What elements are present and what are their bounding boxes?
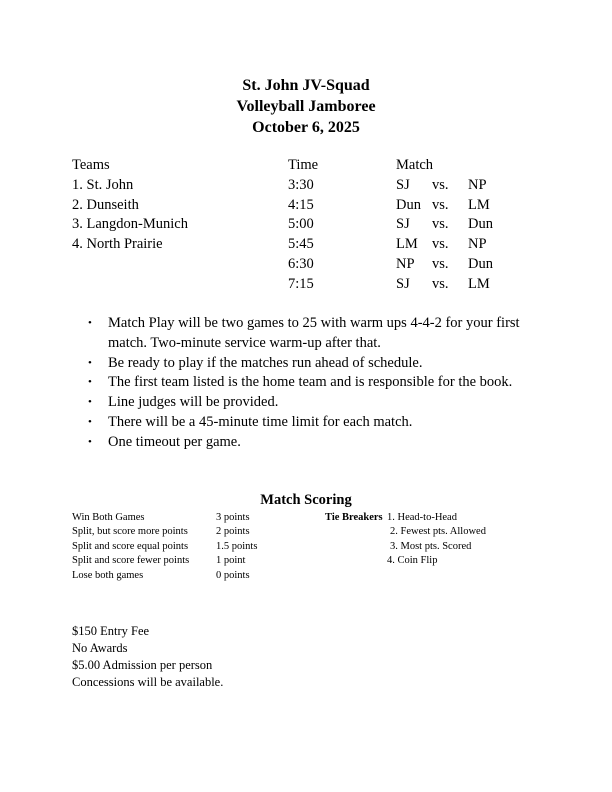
team-item: 3. Langdon-Munich bbox=[72, 216, 188, 232]
scoring-outcome: Split, but score more points bbox=[72, 526, 188, 537]
bullet-icon: • bbox=[88, 317, 92, 329]
rule-text: Be ready to play if the matches run ahead of schedule. bbox=[108, 354, 423, 371]
scoring-outcome: Split and score equal points bbox=[72, 541, 189, 552]
match-away: Dun bbox=[468, 216, 493, 232]
rule-item bbox=[88, 413, 540, 433]
bullet-icon: • bbox=[88, 396, 92, 409]
rule-text: There will be a 45-minute time limit for each match. bbox=[108, 413, 413, 430]
scoring-outcome: Split and score fewer points bbox=[72, 555, 190, 566]
scoring-points: 2 points bbox=[216, 526, 250, 537]
rule-text: Line judges will be provided. bbox=[108, 394, 279, 411]
match-vs: vs. bbox=[432, 276, 449, 292]
time-header: Time bbox=[288, 157, 319, 173]
tie-breakers-label: Tie Breakers bbox=[325, 512, 383, 523]
rule-item bbox=[88, 433, 540, 453]
title-line-1: St. John JV-Squad bbox=[242, 77, 370, 94]
entry-fee: $150 Entry Fee bbox=[72, 624, 150, 638]
team-item: 2. Dunseith bbox=[72, 197, 139, 213]
match-vs: vs. bbox=[432, 197, 449, 213]
match-home: NP bbox=[396, 256, 415, 272]
match-time: 5:45 bbox=[288, 236, 314, 252]
scoring-points: 1 point bbox=[216, 555, 246, 566]
rule-text: Match Play will be two games to 25 with warm ups 4-4-2 for your first match. Two-minute service warm-up after that. bbox=[108, 315, 520, 351]
tie-breaker-item: 4. Coin Flip bbox=[387, 555, 438, 566]
match-time: 4:15 bbox=[288, 197, 314, 213]
rules-list bbox=[88, 314, 540, 453]
match-home: LM bbox=[396, 236, 418, 252]
team-item: 4. North Prairie bbox=[72, 236, 163, 252]
awards-note: No Awards bbox=[72, 641, 128, 655]
rule-item bbox=[88, 314, 540, 354]
teams-header: Teams bbox=[72, 157, 110, 173]
match-home: Dun bbox=[396, 197, 421, 213]
match-vs: vs. bbox=[432, 256, 449, 272]
match-vs: vs. bbox=[432, 236, 449, 252]
title-line-3: October 6, 2025 bbox=[252, 119, 360, 136]
bullet-icon: • bbox=[88, 415, 92, 428]
match-time: 6:30 bbox=[288, 256, 314, 272]
concessions-note: Concessions will be available. bbox=[72, 675, 224, 689]
bullet-icon: • bbox=[88, 376, 92, 389]
scoring-points: 0 points bbox=[216, 570, 250, 581]
match-away: NP bbox=[468, 236, 487, 252]
match-away: LM bbox=[468, 276, 490, 292]
scoring-outcome: Lose both games bbox=[72, 570, 144, 581]
match-home: SJ bbox=[396, 276, 410, 292]
rule-item bbox=[88, 373, 540, 393]
rule-item bbox=[88, 354, 540, 374]
match-vs: vs. bbox=[432, 177, 449, 193]
bullet-icon: • bbox=[88, 435, 92, 448]
title-line-2: Volleyball Jamboree bbox=[236, 98, 376, 115]
scoring-outcome: Win Both Games bbox=[72, 512, 145, 523]
tie-breaker-item: 1. Head-to-Head bbox=[387, 512, 457, 523]
match-away: LM bbox=[468, 197, 490, 213]
rule-item bbox=[88, 393, 540, 413]
tie-breaker-item: 3. Most pts. Scored bbox=[390, 541, 472, 552]
admission-note: $5.00 Admission per person bbox=[72, 658, 213, 672]
match-time: 5:00 bbox=[288, 216, 314, 232]
match-scoring-title: Match Scoring bbox=[260, 492, 352, 508]
scoring-points: 3 points bbox=[216, 512, 250, 523]
team-item: 1. St. John bbox=[72, 177, 134, 193]
match-header: Match bbox=[396, 157, 434, 173]
tie-breaker-item: 2. Fewest pts. Allowed bbox=[390, 526, 486, 537]
bullet-icon: • bbox=[88, 356, 92, 369]
rule-text: One timeout per game. bbox=[108, 433, 241, 450]
match-vs: vs. bbox=[432, 216, 449, 232]
scoring-points: 1.5 points bbox=[216, 541, 258, 552]
match-away: NP bbox=[468, 177, 487, 193]
match-away: Dun bbox=[468, 256, 493, 272]
match-home: SJ bbox=[396, 177, 410, 193]
rule-text: The first team listed is the home team and is responsible for the book. bbox=[108, 374, 513, 391]
match-home: SJ bbox=[396, 216, 410, 232]
match-time: 3:30 bbox=[288, 177, 314, 193]
match-time: 7:15 bbox=[288, 276, 314, 292]
